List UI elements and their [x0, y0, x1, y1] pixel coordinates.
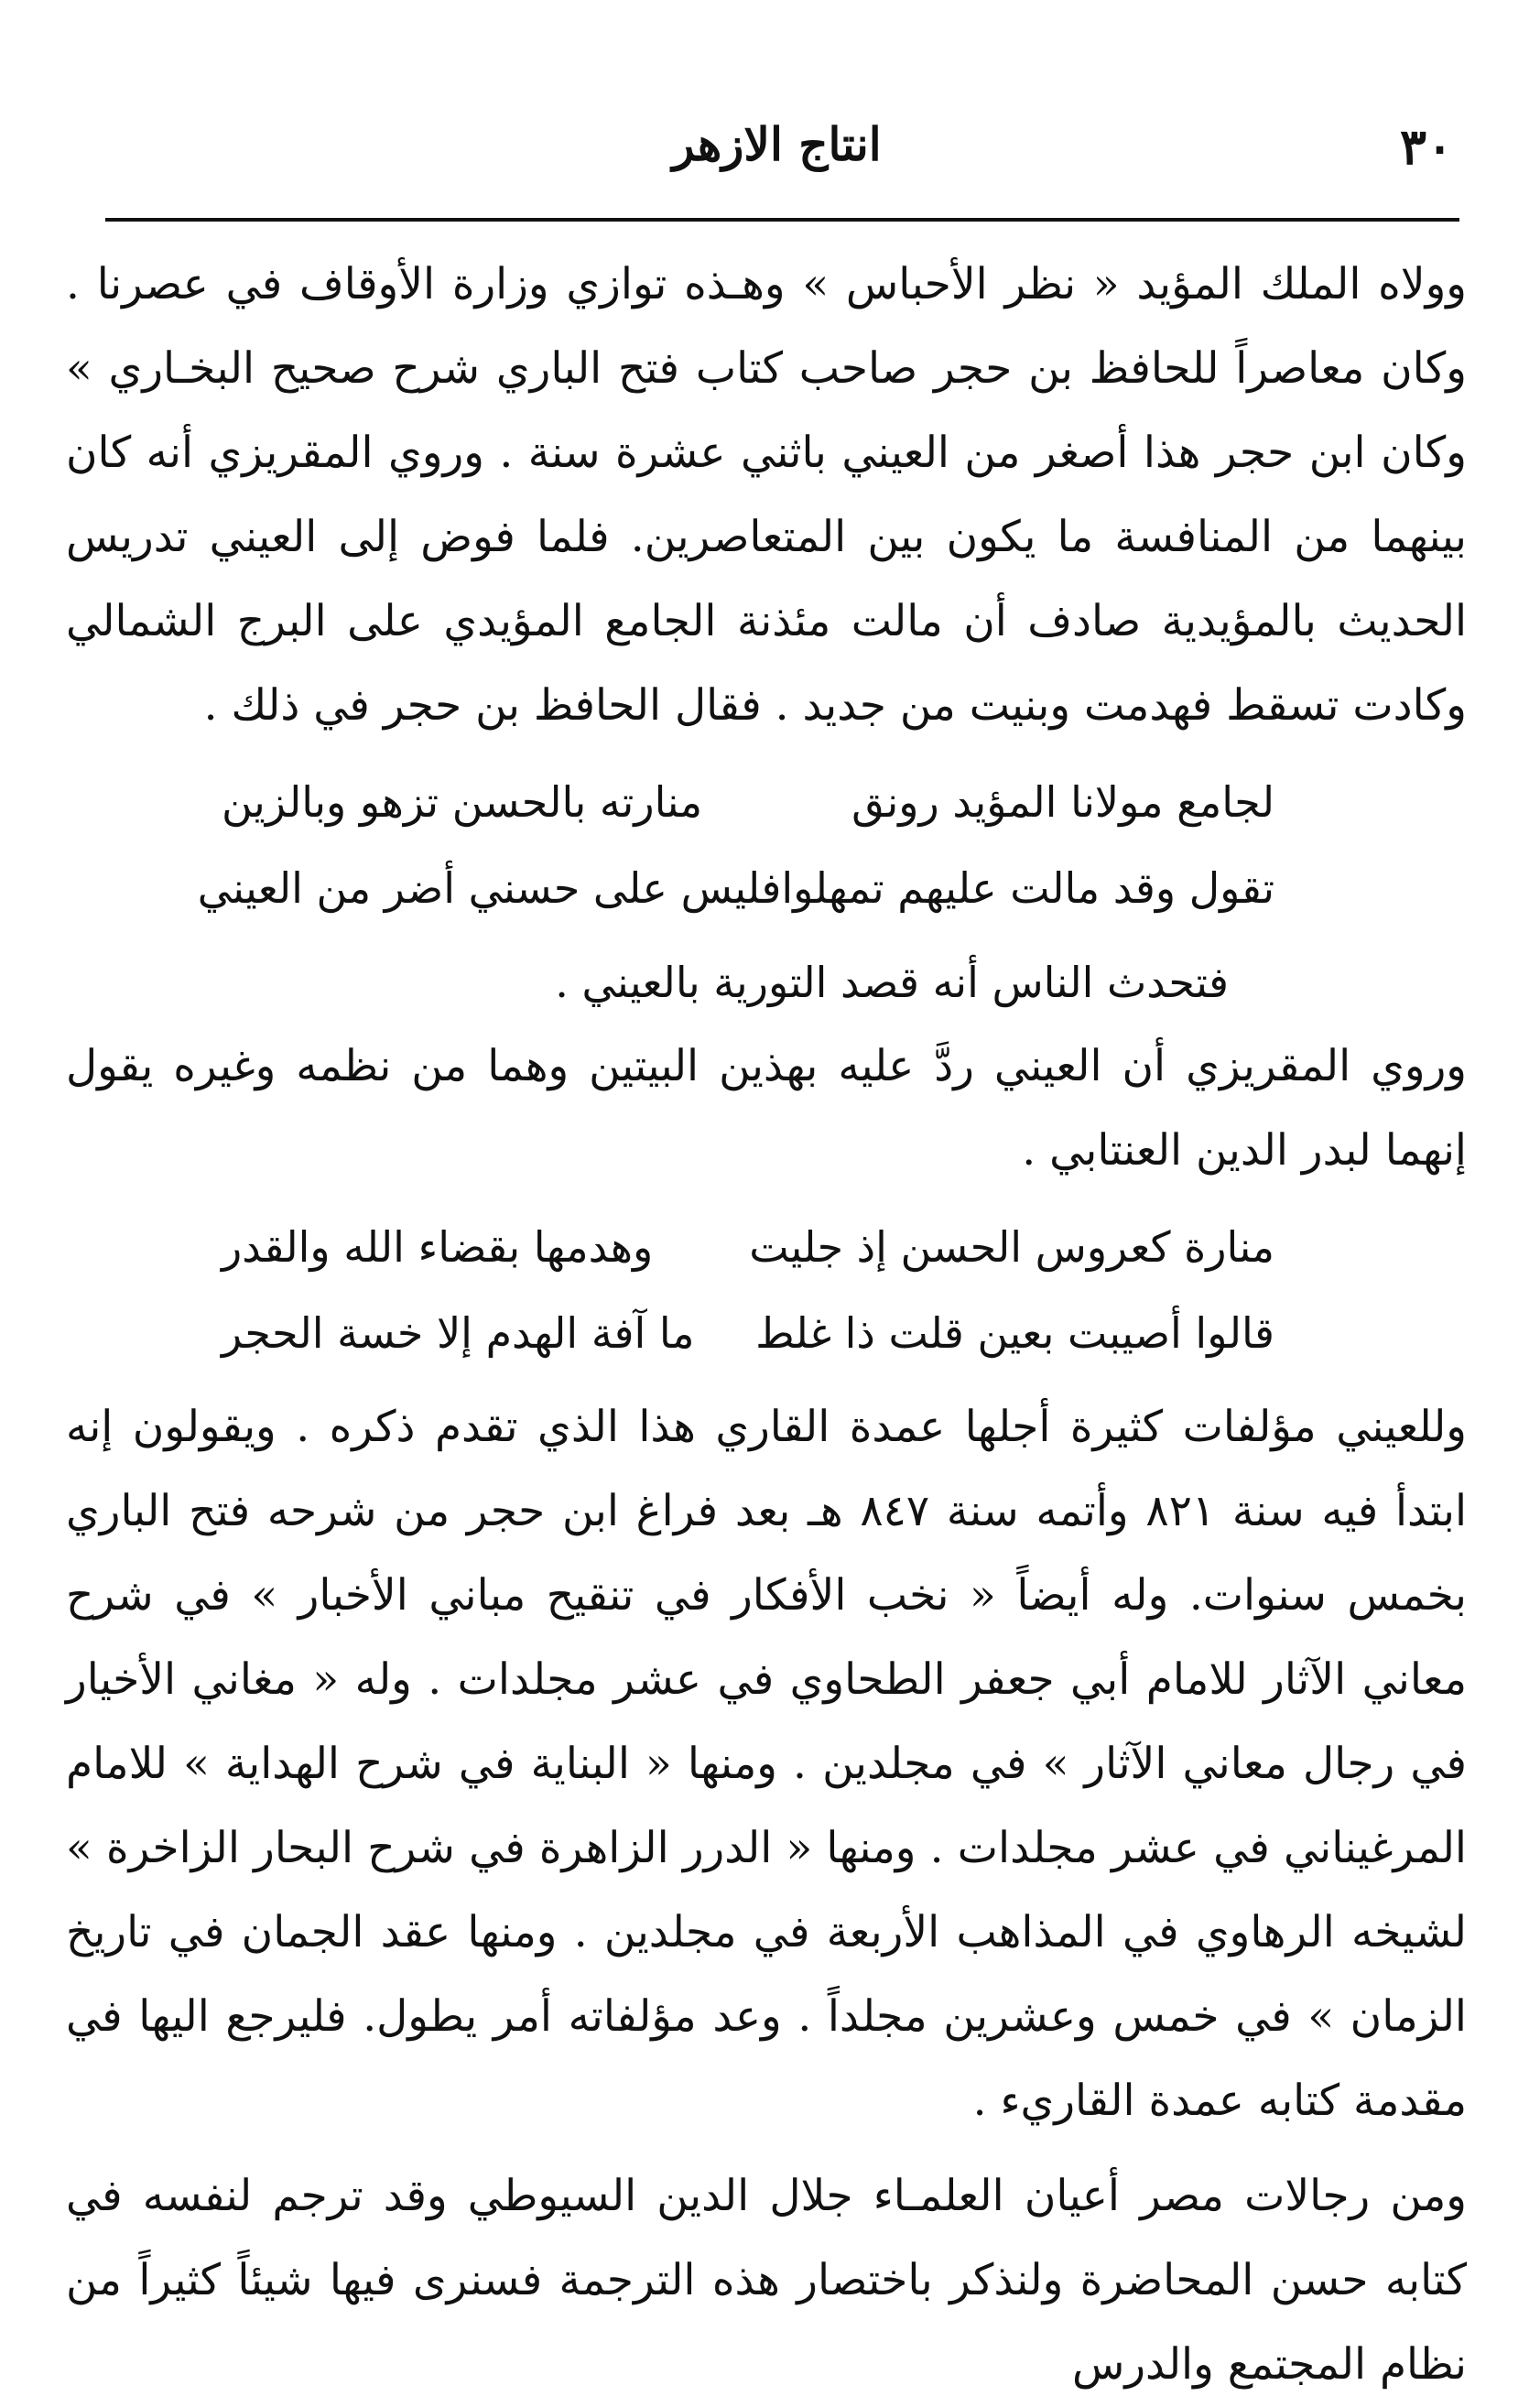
paragraph-spacer	[66, 2143, 1467, 2154]
verse-first-half: منارة كعروس الحسن إذ جليت	[749, 1222, 1274, 1272]
verse-second-half: ما آفة الهدم إلا خسة الحجر	[222, 1308, 695, 1358]
poem-1-comment: فتحدث الناس أنه قصد التورية بالعيني .	[555, 958, 1229, 1007]
paragraph-2: وروي المقريزي أن العيني ردَّ عليه بهذين البيتين وهما من نظمه وغيره يقول إنهما لبدر الدين العنتابي .	[66, 1041, 1467, 1176]
paragraph-3: وللعيني مؤلفات كثيرة أجلها عمدة القاري هذا الذي تقدم ذكره . ويقولون إنه ابتدأ فيه سنة ٨٢١ وأتمه سنة ٨٤٧ هـ بعد فراغ ابن حجر من شرحه فتح الباري بخمس سنوات. وله أيضاً « نخب الأفكار في تنقيح مباني الأخبار » في شرح معاني الآثار للامام أبي جعفر الطحاوي في عشر مجلدات . وله « مغاني الأخيار في رجال معاني الآثار » في مجلدين . ومنها « البناية في شرح الهداية » للامام المرغيناني في عشر مجلدات . ومنها « الدرر الزاهرة في شرح البحار الزاخرة » لشيخه الرهاوي في المذاهب الأربعة في مجلدين . ومنها عقد الجمان في تاريخ الزمان » في خمس وعشرين مجلداً . وعد مؤلفاته أمر يطول. فليرجع اليها في مقدمة كتابه عمدة القاريء .	[66, 1402, 1467, 2126]
verse-line	[222, 1290, 1274, 1376]
verse-first-half: قالوا أصيبت بعين قلت ذا غلط	[755, 1308, 1274, 1358]
verse-line	[222, 1204, 1274, 1290]
running-title: انتاج الازهر	[672, 117, 882, 171]
paragraph-4: ومن رجالات مصر أعيان العلمـاء جلال الدين السيوطي وقد ترجم لنفسه في كتابه حسن المحاضرة ولنذكر باختصار هذه الترجمة فسنرى فيها شيئاً كثيراً من نظام المجتمع والدرس	[66, 2171, 1467, 2390]
verse-first-half: لجامع مولانا المؤيد رونق	[851, 777, 1274, 827]
poem-1	[66, 759, 1467, 931]
verse-second-half: وهدمها بقضاء الله والقدر	[222, 1222, 654, 1272]
verse-line	[197, 845, 1274, 931]
verse-line	[222, 759, 1274, 845]
page-header	[101, 110, 1453, 192]
page-body	[66, 243, 1467, 2407]
page-number: ٣٠	[1399, 117, 1453, 176]
verse-first-half: تقول وقد مالت عليهم تمهلوا	[781, 863, 1274, 913]
header-divider	[105, 218, 1459, 222]
verse-second-half: فليس على حسني أضر من العيني	[197, 863, 782, 913]
paragraph-1: وولاه الملك المؤيد « نظر الأحباس » وهـذه توازي وزارة الأوقاف في عصرنا . وكان معاصراً للحافظ بن حجر صاحب كتاب فتح الباري شرح صحيح البخـاري » وكان ابن حجر هذا أصغر من العيني باثني عشرة سنة . وروي المقريزي أنه كان بينهما من المنافسة ما يكون بين المتعاصرين. فلما فوض إلى العيني تدريس الحديث بالمؤيدية صادف أن مالت مئذنة الجامع المؤيدي على البرج الشمالي وكادت تسقط فهدمت وبنيت من جديد . فقال الحافظ بن حجر في ذلك .	[66, 259, 1467, 731]
poem-2	[66, 1204, 1467, 1376]
verse-second-half: منارته بالحسن تزهو وبالزين	[222, 777, 703, 827]
